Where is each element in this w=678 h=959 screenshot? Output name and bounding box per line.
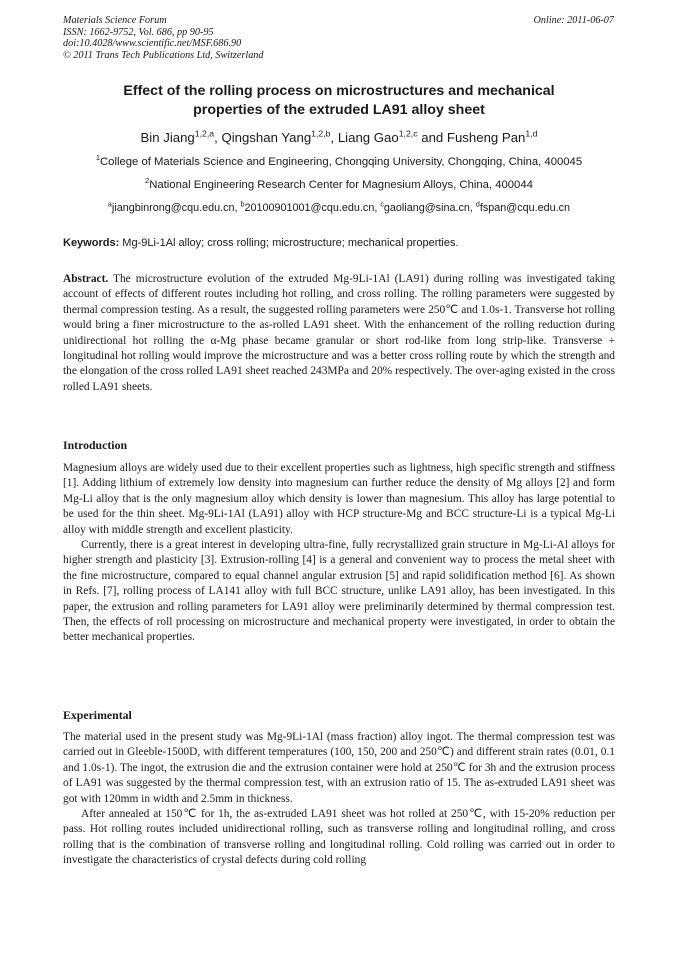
email-link[interactable]: fspan@cqu.edu.cn <box>479 202 571 214</box>
keywords <box>63 236 615 250</box>
author-name: Liang Gao <box>337 130 399 145</box>
introduction-heading: Introduction <box>63 438 128 452</box>
title-line-1: Effect of the rolling process on microstructures and mechanical <box>123 83 555 99</box>
copyright-line: © 2011 Trans Tech Publications Ltd, Switzerland <box>63 49 264 61</box>
email-list <box>0 201 678 215</box>
author-name: Bin Jiang <box>140 130 195 145</box>
introduction-paragraph-1: Magnesium alloys are widely used due to their excellent properties such as lightness, high specific strength and stiffness [1]. Adding lithium of extremely low density into magnesium can further reduce the density of Mg alloys [2] and form Mg-Li alloy that is the only magnesium alloy which density is lower than magnesium. This alloy has large potential to be used for the thin sheet. Mg-9Li-1Al (LA91) alloy with HCP structure-Mg and BCC structure-Li is a typical Mg-Li alloy with middle strength and excellent plasticity. <box>63 462 615 536</box>
author-separator: , <box>330 130 338 145</box>
author-list <box>0 129 678 147</box>
keywords-text: Mg-9Li-1Al alloy; cross rolling; microstructure; mechanical properties. <box>119 237 459 249</box>
experimental-heading: Experimental <box>63 708 132 722</box>
author-sup: 1,2,a <box>194 128 215 139</box>
email-sup: b <box>240 200 245 209</box>
affiliation-text: College of Materials Science and Engineering, Chongqing University, Chongqing, China, 400045 <box>100 156 583 168</box>
author-name: Fusheng Pan <box>446 130 526 145</box>
issn-line: ISSN: 1662-9752, Vol. 686, pp 90-95 <box>63 26 214 38</box>
online-date: Online: 2011-06-07 <box>533 15 614 26</box>
paper-title <box>40 82 638 120</box>
email-sup: c <box>380 200 384 209</box>
affiliation-2 <box>0 178 678 192</box>
affiliation-sup: 1 <box>95 153 101 163</box>
doi-line: doi:10.4028/www.scientific.net/MSF.686.90 <box>63 38 242 49</box>
author-sup: 1,2,c <box>398 128 418 139</box>
affiliation-sup: 2 <box>145 176 150 186</box>
author-sup: 1,d <box>525 128 538 139</box>
introduction-body <box>63 461 615 646</box>
experimental-paragraph-1: The material used in the present study was Mg-9Li-1Al (mass fraction) alloy ingot. The thermal compression test was carried out in Gleeble-1500D, with different temperatures (100, 150, 200 and 250℃) and different strain rates (0.01, 0.1 and 1.0s-1). The ingot, the extrusion die and the extrusion container were hold at 250℃ for 3h and the extrusion process of LA91 was suggested by the thermal compression test, with an extrusion ratio of 15. The as-extruded LA91 sheet was got with 120mm in width and 2.5mm in thickness. <box>63 731 615 805</box>
journal-name: Materials Science Forum <box>63 15 167 26</box>
author-separator: , <box>214 130 222 145</box>
author-separator: and <box>417 130 447 145</box>
email-sup: d <box>475 200 480 209</box>
abstract-text: The microstructure evolution of the extruded Mg-9Li-1Al (LA91) during rolling was investigated taking account of effects of different routes including hot rolling, and cross rolling. The rolling parameters were suggested by thermal compression testing. As a result, the suggested rolling parameters were 250℃ and 1.0s-1. Transverse hot rolling would bring a finer microstructure to the as-rolled LA91 sheet. With the enhancement of the rolling reduction during unidirectional hot rolling the α-Mg phase became granular or short rod-like from long strip-like. Transverse + longitudinal hot rolling would improve the microstructure and was a better cross rolling route by which the strength and the elongation of the cross rolled LA91 sheet reached 243MPa and 20% respectively. The over-aging existed in the cross rolled LA91 sheets. <box>63 273 615 393</box>
email-sup: a <box>107 200 112 209</box>
abstract <box>63 272 615 395</box>
abstract-label: Abstract. <box>63 273 109 285</box>
author-sup: 1,2,b <box>311 128 331 139</box>
journal-header <box>63 15 263 61</box>
experimental-paragraph-2: After annealed at 150℃ for 1h, the as-extruded LA91 sheet was hot rolled at 250℃, with 15-20% reduction per pass. Hot rolling routes included unidirectional rolling, such as transverse rolling and longitudinal rolling, and cross rolling that is the combination of transverse rolling and longitudinal rolling. Cold rolling was carried out in order to investigate the characteristics of crystal defects during cold rolling <box>63 808 615 867</box>
email-link[interactable]: jiangbinrong@cqu.edu.cn, <box>111 202 241 214</box>
introduction-paragraph-2: Currently, there is a great interest in developing ultra-fine, fully recrystallized grain structure in Mg-Li-Al alloys for higher strength and plasticity [3]. Extrusion-rolling [4] is a general and convenient way to process the metal sheet with the fine microstructure, compared to equal channel angular extrusion [5] and rapid solidification method [6]. As shown in Refs. [7], rolling process of LA141 alloy with full BCC structure, unlike LA91 alloy, has been investigated. In this paper, the extrusion and rolling parameters for LA91 alloy were preliminarily determined by thermal compression test. Then, the effects of roll processing on microstructure and mechanical property were investigated, in order to obtain the better mechanical properties. <box>63 539 615 644</box>
email-link[interactable]: 20100901001@cqu.edu.cn, <box>244 202 381 214</box>
author-name: Qingshan Yang <box>221 130 312 145</box>
keywords-label: Keywords: <box>63 237 120 249</box>
affiliation-1 <box>0 155 678 169</box>
title-line-2: properties of the extruded LA91 alloy sheet <box>193 102 485 118</box>
affiliation-text: National Engineering Research Center for Magnesium Alloys, China, 400044 <box>149 179 533 191</box>
experimental-body <box>63 730 615 869</box>
email-link[interactable]: gaoliang@sina.cn, <box>383 202 476 214</box>
